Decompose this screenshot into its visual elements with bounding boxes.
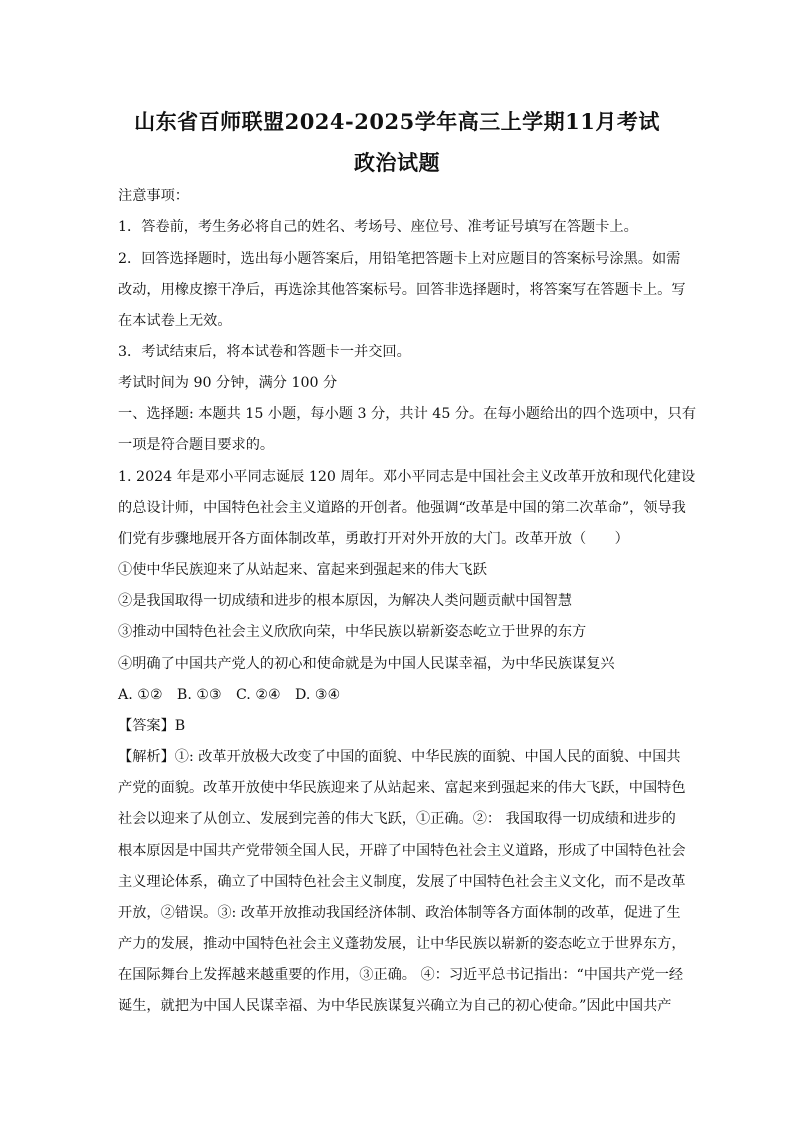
analysis-line: 社会以迎来了从创立、发展到完善的伟大飞跃，①正确。②： 我国取得一切成绩和进步的 [118,811,676,827]
analysis-line: 产力的发展，推动中国特色社会主义蓬勃发展，让中华民族以崭新的姿态屹立于世界东方， [118,936,686,952]
notice-item: 在本试卷上无效。 [118,313,232,329]
analysis-line: 主义理论体系，确立了中国特色社会主义制度，发展了中国特色社会主义文化，而不是改革 [118,874,686,890]
exam-time: 考试时间为 90 分钟，满分 100 分 [118,375,338,391]
question-option: ④明确了中国共产党人的初心和使命就是为中国人民谋幸福，为中华民族谋复兴 [118,656,615,672]
section-heading: 一项是符合题目要求的。 [118,437,275,453]
notice-item: 2．回答选择题时，选出每小题答案后，用铅笔把答题卡上对应题目的答案标号涂黑。如需 [118,251,681,267]
analysis-line: 【解析】①: 改革开放极大改变了中国的面貌、中华民族的面貌、中国人民的面貌、中国共 [118,749,681,765]
answer-label: 【答案】B [118,718,186,734]
notice-item: 改动，用橡皮擦干净后，再选涂其他答案标号。回答非选择题时，将答案写在答题卡上。写 [118,282,686,298]
section-heading: 一、选择题: 本题共 15 小题，每小题 3 分，共计 45 分。在每小题给出的四个选项中，只有 [118,406,697,422]
analysis-line: 产党的面貌。改革开放使中华民族迎来了从站起来、富起来到强起来的伟大飞跃，中国特色 [118,780,686,796]
question-option: ①使中华民族迎来了从站起来、富起来到强起来的伟大飞跃 [118,562,487,578]
analysis-line: 诞生，就把为中国人民谋幸福、为中华民族谋复兴确立为自己的初心使命。”因此中国共产 [118,998,672,1014]
analysis-line: 在国际舞台上发挥越来越重要的作用，③正确。 ④：习近平总书记指出：“中国共产党一经 [118,967,684,983]
analysis-line: 根本原因是中国共产党带领全国人民，开辟了中国特色社会主义道路，形成了中国特色社会 [118,843,686,859]
question-option: ③推动中国特色社会主义欣欣向荣，中华民族以崭新姿态屹立于世界的东方 [118,624,587,640]
notice-heading: 注意事项： [118,188,189,204]
notice-item: 3．考试结束后，将本试卷和答题卡一并交回。 [118,344,411,360]
question-stem: 的总设计师，中国特色社会主义道路的开创者。他强调“改革是中国的第二次革命”，领导我 [118,500,686,516]
question-stem: 们党有步骤地展开各方面体制改革，勇敢打开对外开放的大门。改革开放（ ） [118,531,629,547]
question-option: ②是我国取得一切成绩和进步的根本原因，为解决人类问题贡献中国智慧 [118,593,573,609]
question-stem: 1. 2024 年是邓小平同志诞辰 120 周年。邓小平同志是中国社会主义改革开放和现代化建设 [118,469,696,485]
page-subtitle: 政治试题 [354,150,440,175]
page-title: 山东省百师联盟2024-2025学年高三上学期11月考试 [134,109,660,134]
question-choices: A. ①② B. ①③ C. ②④ D. ③④ [118,687,341,703]
analysis-line: 开放，②错误。③: 改革开放推动我国经济体制、政治体制等各方面体制的改革，促进了生 [118,905,681,921]
notice-item: 1．答卷前，考生务必将自己的姓名、考场号、座位号、准考证号填写在答题卡上。 [118,219,638,235]
